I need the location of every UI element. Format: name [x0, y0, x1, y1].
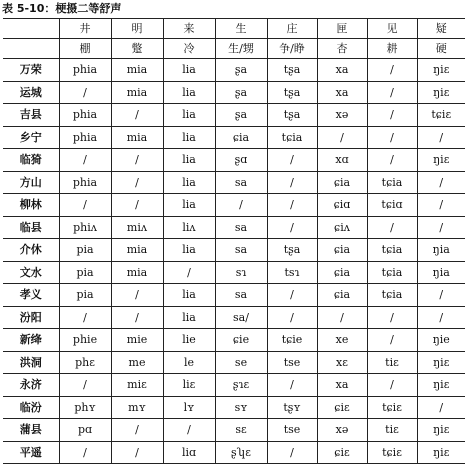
place-name: 新绛 [3, 329, 59, 352]
table-cell: sa [215, 239, 267, 262]
header-word: 耕 [367, 39, 417, 59]
header-word: 生/甥 [215, 39, 267, 59]
table-cell: xe [317, 329, 367, 352]
header-initial: 生 [215, 19, 267, 39]
table-cell: / [111, 284, 163, 307]
table-cell: xɛ [317, 351, 367, 374]
table-cell: ʂa [215, 81, 267, 104]
table-cell: ɕia [317, 171, 367, 194]
header-word: 杏 [317, 39, 367, 59]
table-row [3, 81, 465, 104]
header-initial: 疑 [417, 19, 465, 39]
table-cell: phia [59, 59, 111, 82]
table-cell: tɕia [367, 261, 417, 284]
table-cell: / [163, 261, 215, 284]
place-name: 吉县 [3, 104, 59, 127]
header-initial: 匣 [317, 19, 367, 39]
place-name: 永济 [3, 374, 59, 397]
table-cell: tɕie [267, 329, 317, 352]
table-cell: xa [317, 374, 367, 397]
table-cell: ɕiɛ [317, 441, 367, 464]
table-cell: phia [59, 104, 111, 127]
table-cell: / [59, 374, 111, 397]
table-cell: liɛ [163, 374, 215, 397]
table-cell: / [417, 306, 465, 329]
table-cell: / [367, 306, 417, 329]
table-cell: tɕia [367, 239, 417, 262]
table-cell: pia [59, 284, 111, 307]
table-cell: pɑ [59, 419, 111, 442]
table-cell: mʏ [111, 396, 163, 419]
table-row [3, 194, 465, 217]
table-cell: / [111, 194, 163, 217]
header-initial: 来 [163, 19, 215, 39]
table-row [3, 126, 465, 149]
table-cell: ɕia [317, 261, 367, 284]
table-cell: / [417, 396, 465, 419]
table-cell: ŋie [417, 329, 465, 352]
table-row [3, 306, 465, 329]
table-cell: lia [163, 81, 215, 104]
place-name: 临县 [3, 216, 59, 239]
header-initial: 明 [111, 19, 163, 39]
place-name: 万荣 [3, 59, 59, 82]
place-name: 平遥 [3, 441, 59, 464]
table-cell: sʏ [215, 396, 267, 419]
table-row [3, 329, 465, 352]
table-cell: lia [163, 306, 215, 329]
header-initial: 见 [367, 19, 417, 39]
table-cell: / [59, 149, 111, 172]
table-cell: ɕiɑ [317, 194, 367, 217]
table-cell: xa [317, 81, 367, 104]
table-cell: xa [317, 59, 367, 82]
table-cell: sa/ [215, 306, 267, 329]
place-name: 方山 [3, 171, 59, 194]
table-cell: / [267, 284, 317, 307]
table-caption: 表 5-10：梗摄二等舒声 [2, 2, 122, 15]
table-cell: liʌ [163, 216, 215, 239]
table-cell: xə [317, 104, 367, 127]
table-cell: sɛ [215, 419, 267, 442]
table-cell: xə [317, 419, 367, 442]
table-cell: mia [111, 239, 163, 262]
header-word: 争/睁 [267, 39, 317, 59]
table-cell: lia [163, 59, 215, 82]
header-corner [3, 19, 59, 39]
table-cell: ʂʮɛ [215, 441, 267, 464]
table-cell: lia [163, 239, 215, 262]
table-cell: ʂa [215, 104, 267, 127]
place-name: 运城 [3, 81, 59, 104]
table-cell: / [59, 306, 111, 329]
table-cell: ɕia [215, 126, 267, 149]
table-cell: tɕiɛ [367, 396, 417, 419]
table-cell: / [111, 104, 163, 127]
table-row [3, 284, 465, 307]
table-cell: tʂa [267, 104, 317, 127]
table-cell: / [367, 374, 417, 397]
table-cell: lia [163, 104, 215, 127]
table-cell: / [215, 194, 267, 217]
table-row [3, 441, 465, 464]
table-row [3, 239, 465, 262]
table-row [3, 396, 465, 419]
place-name: 柳林 [3, 194, 59, 217]
table-cell: pia [59, 261, 111, 284]
place-name: 临猗 [3, 149, 59, 172]
place-name: 介休 [3, 239, 59, 262]
table-cell: me [111, 351, 163, 374]
table-cell: phiʌ [59, 216, 111, 239]
place-name: 临汾 [3, 396, 59, 419]
table-cell: ŋiɛ [417, 374, 465, 397]
table-row [3, 419, 465, 442]
table-cell: ŋiɛ [417, 149, 465, 172]
table-cell: / [417, 126, 465, 149]
header-word: 蹩 [111, 39, 163, 59]
table-cell: / [267, 194, 317, 217]
table-cell: pia [59, 239, 111, 262]
table-cell: ŋiɛ [417, 441, 465, 464]
table-cell: ɕie [215, 329, 267, 352]
table-cell: tɕiɛ [367, 441, 417, 464]
header-words-row [3, 39, 465, 59]
table-cell: ʂɑ [215, 149, 267, 172]
header-initials-row [3, 19, 465, 39]
table-cell: / [267, 216, 317, 239]
table-cell: ʂɿɛ [215, 374, 267, 397]
table-cell: tɕiɑ [367, 194, 417, 217]
table-cell: sa [215, 171, 267, 194]
header-initial: 庄 [267, 19, 317, 39]
table-row [3, 351, 465, 374]
table-cell: lie [163, 329, 215, 352]
table-cell: mie [111, 329, 163, 352]
table-cell: / [417, 171, 465, 194]
table-cell: ɕiʌ [317, 216, 367, 239]
table-cell: / [317, 126, 367, 149]
table-cell: tʂa [267, 59, 317, 82]
table-cell: tse [267, 419, 317, 442]
place-name: 乡宁 [3, 126, 59, 149]
table-cell: ŋiɛ [417, 351, 465, 374]
table-cell: / [59, 194, 111, 217]
table-cell: tsɿ [267, 261, 317, 284]
table-cell: ɕia [317, 239, 367, 262]
table-cell: / [267, 441, 317, 464]
phonology-table [3, 18, 465, 464]
table-row [3, 104, 465, 127]
table-cell: / [163, 419, 215, 442]
table-cell: / [417, 216, 465, 239]
table-cell: phia [59, 126, 111, 149]
table-cell: lia [163, 149, 215, 172]
table-cell: sɿ [215, 261, 267, 284]
table-cell: / [267, 171, 317, 194]
table-cell: / [367, 126, 417, 149]
table-row [3, 171, 465, 194]
table-cell: lia [163, 171, 215, 194]
table-cell: / [367, 149, 417, 172]
table-cell: / [267, 374, 317, 397]
table-cell: mia [111, 81, 163, 104]
table-cell: mia [111, 261, 163, 284]
table-cell: tse [267, 351, 317, 374]
table-cell: ɕiɛ [317, 396, 367, 419]
table-cell: / [267, 306, 317, 329]
table-cell: tɕia [367, 284, 417, 307]
table-cell: / [267, 149, 317, 172]
table-cell: ŋiɛ [417, 59, 465, 82]
table-cell: miɛ [111, 374, 163, 397]
table-cell: ŋiɛ [417, 81, 465, 104]
header-word: 棚 [59, 39, 111, 59]
table-cell: lia [163, 284, 215, 307]
table-cell: / [111, 149, 163, 172]
place-name: 蒲县 [3, 419, 59, 442]
table-cell: mia [111, 126, 163, 149]
table-cell: / [417, 194, 465, 217]
table-cell: / [111, 171, 163, 194]
table-cell: ɕia [317, 284, 367, 307]
table-cell: miʌ [111, 216, 163, 239]
table-cell: ŋia [417, 239, 465, 262]
table-cell: ŋia [417, 261, 465, 284]
table-cell: se [215, 351, 267, 374]
table-cell: tiɛ [367, 419, 417, 442]
table-cell: lia [163, 126, 215, 149]
table-row [3, 216, 465, 239]
table-cell: sa [215, 216, 267, 239]
header-word: 冷 [163, 39, 215, 59]
table-cell: sa [215, 284, 267, 307]
table-cell: ʂa [215, 59, 267, 82]
table-cell: / [111, 419, 163, 442]
table-cell: tɕiɛ [417, 104, 465, 127]
table-cell: / [417, 284, 465, 307]
table-cell: liɑ [163, 441, 215, 464]
place-name: 洪洞 [3, 351, 59, 374]
table-cell: / [367, 59, 417, 82]
table-cell: / [317, 306, 367, 329]
table-row [3, 374, 465, 397]
table-cell: xɑ [317, 149, 367, 172]
place-name: 文水 [3, 261, 59, 284]
table-cell: / [59, 441, 111, 464]
header-initial: 井 [59, 19, 111, 39]
table-cell: phie [59, 329, 111, 352]
table-cell: phʏ [59, 396, 111, 419]
table-cell: tʂʏ [267, 396, 317, 419]
table-cell: tʂa [267, 239, 317, 262]
table-cell: phɛ [59, 351, 111, 374]
table-cell: lia [163, 194, 215, 217]
table-row [3, 59, 465, 82]
table-cell: / [111, 441, 163, 464]
place-name: 汾阳 [3, 306, 59, 329]
table-cell: lʏ [163, 396, 215, 419]
table-cell: tɕia [267, 126, 317, 149]
table-cell: tiɛ [367, 351, 417, 374]
table-row [3, 149, 465, 172]
table-cell: tɕia [367, 171, 417, 194]
table-cell: mia [111, 59, 163, 82]
table-cell: phia [59, 171, 111, 194]
header-corner [3, 39, 59, 59]
table-cell: / [367, 329, 417, 352]
place-name: 孝义 [3, 284, 59, 307]
table-cell: / [367, 216, 417, 239]
table-cell: / [59, 81, 111, 104]
table-cell: le [163, 351, 215, 374]
table-cell: / [367, 104, 417, 127]
table-cell: ŋiɛ [417, 419, 465, 442]
table-cell: / [367, 81, 417, 104]
table-cell: / [111, 306, 163, 329]
table-row [3, 261, 465, 284]
table-cell: tʂa [267, 81, 317, 104]
header-word: 硬 [417, 39, 465, 59]
